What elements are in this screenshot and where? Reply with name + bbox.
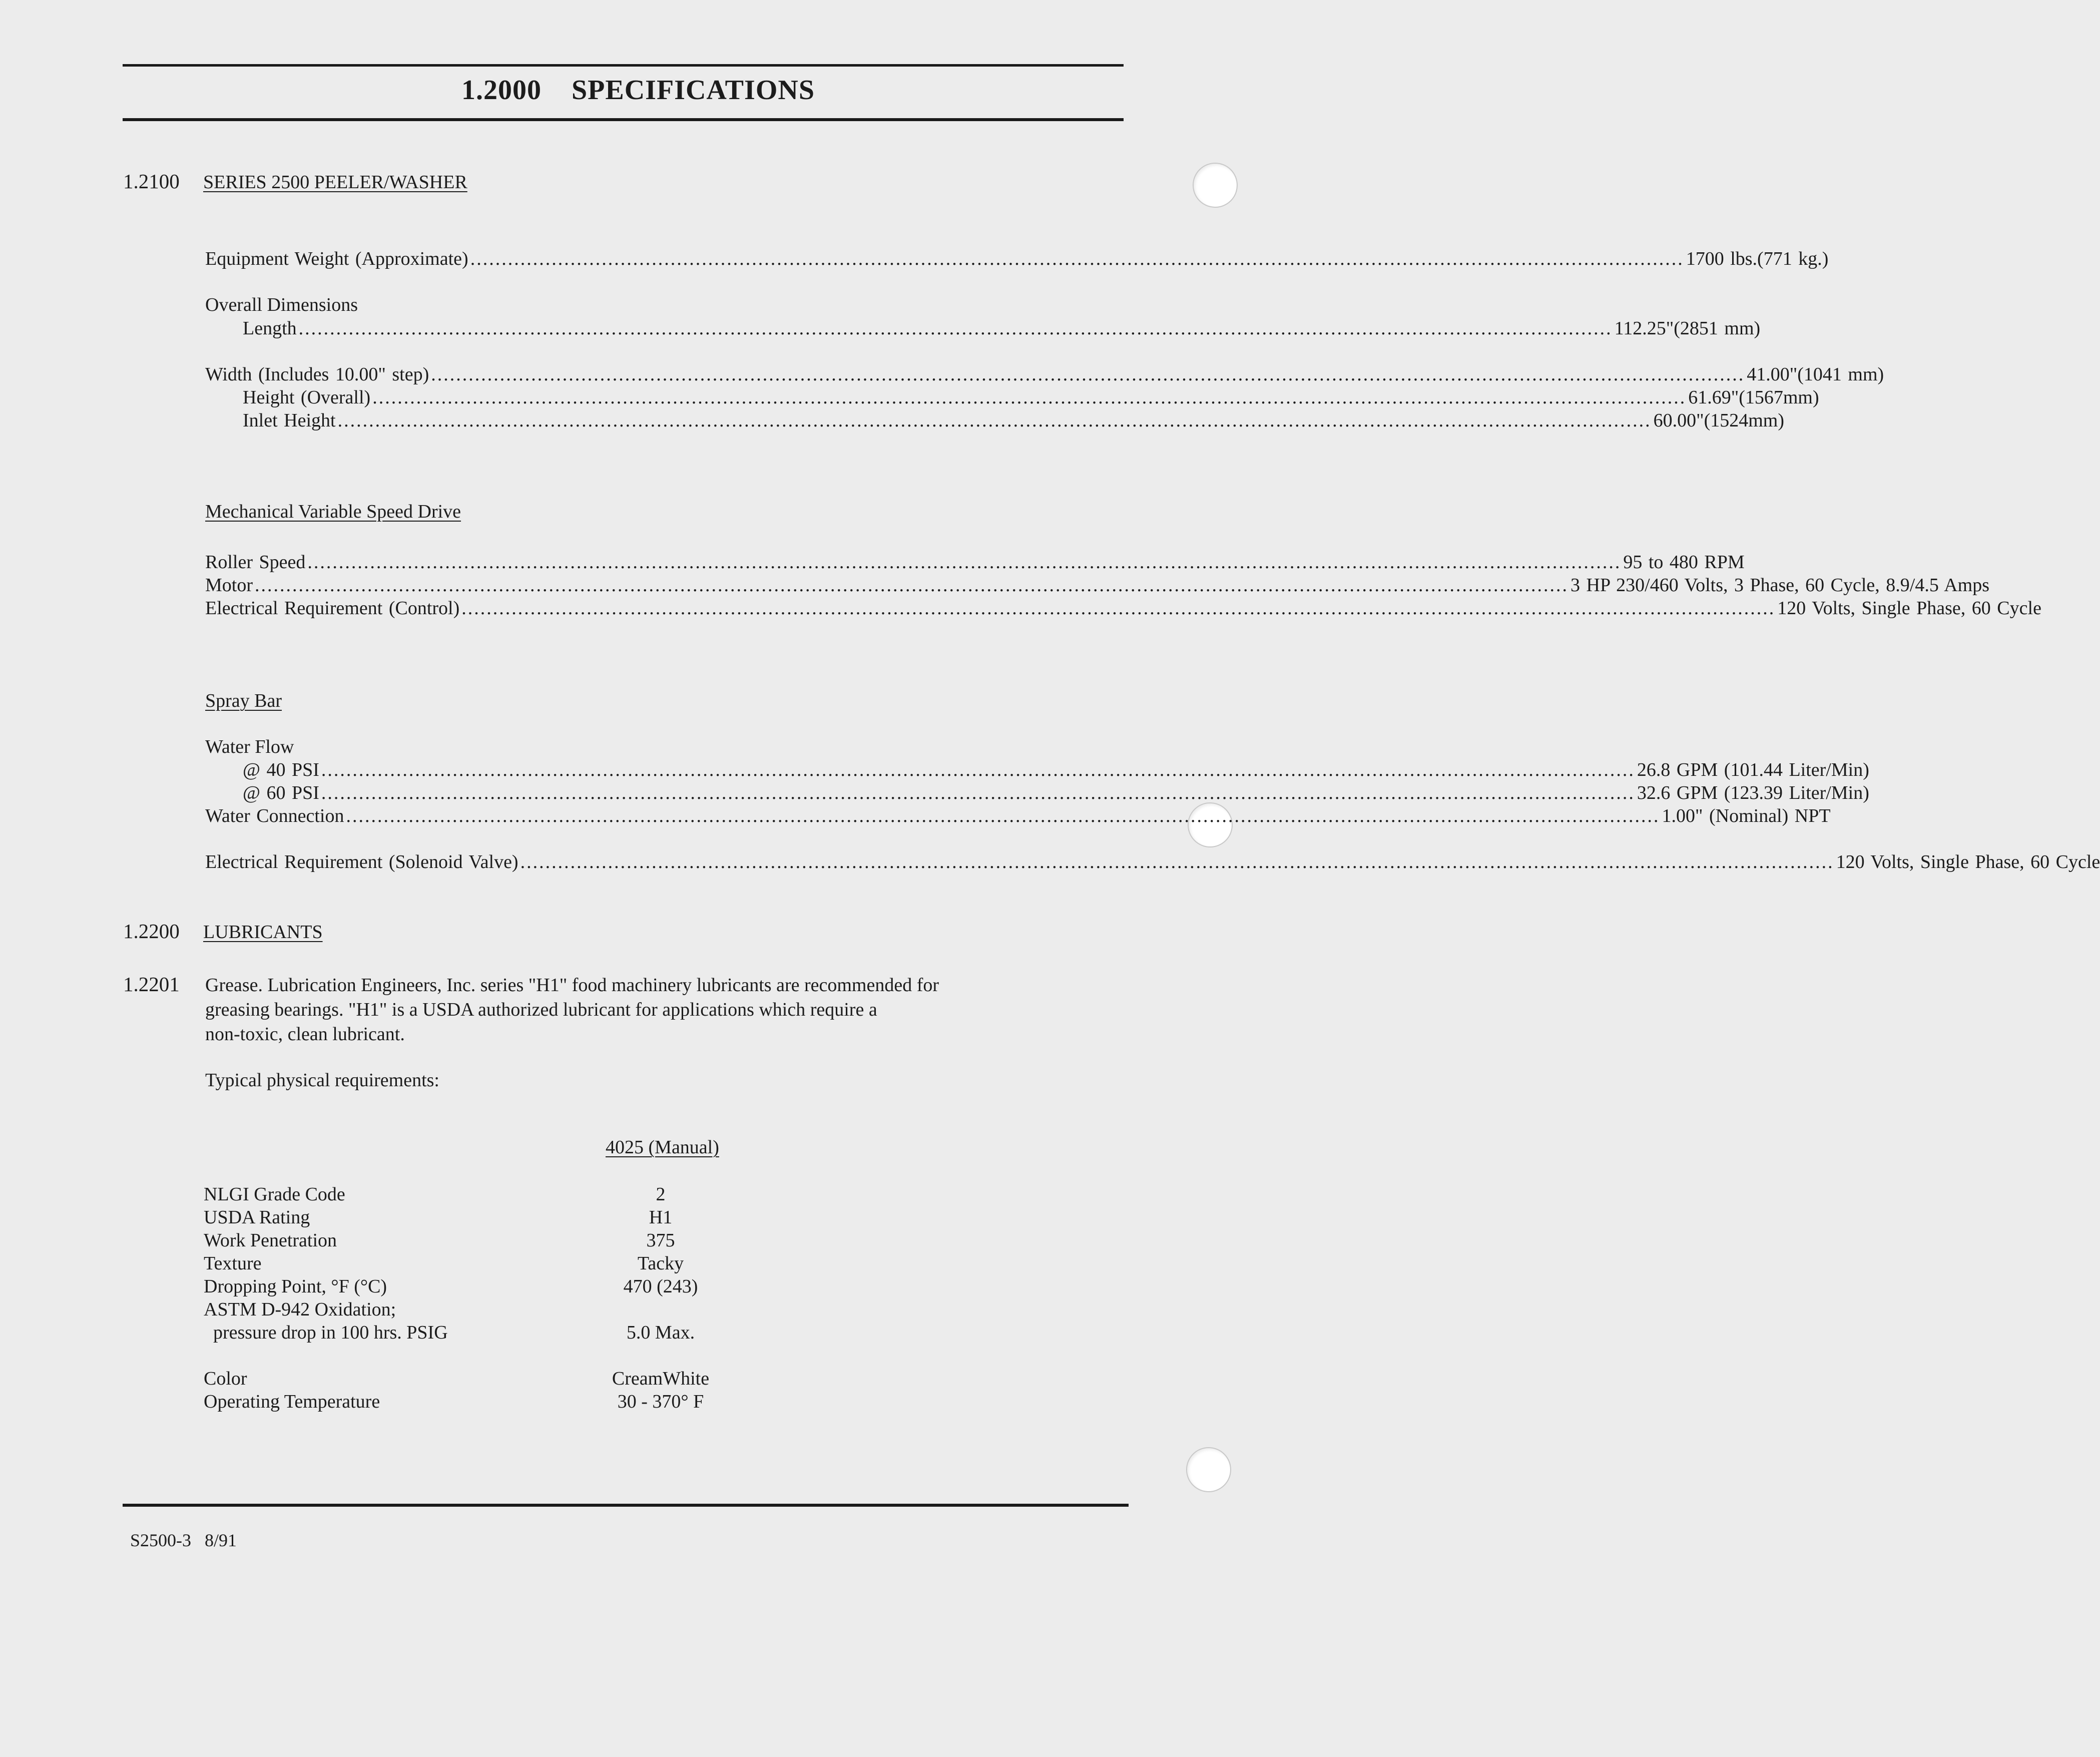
spec-row-60-psi: [243, 782, 1869, 804]
table-row-value: 30 - 370° F: [617, 1391, 704, 1412]
spec-row-electrical-control: [205, 597, 2041, 619]
spec-row-40-psi: [243, 759, 1869, 781]
spec-value: 61.69"(1567mm): [1688, 387, 1819, 408]
dot-leader: ..................................................................................................................................................................................................................: [337, 410, 1652, 431]
table-row-value: 5.0 Max.: [626, 1322, 695, 1343]
spec-row-width: [205, 363, 1884, 385]
spec-label: Water Connection: [205, 805, 344, 826]
spec-value: 120 Volts, Single Phase, 60 Cycle: [1836, 851, 2100, 872]
dot-leader: ..................................................................................................................................................................................................................: [346, 805, 1660, 826]
header-rule-top: [123, 64, 1124, 67]
table-row-label: Operating Temperature: [204, 1391, 380, 1412]
dot-leader: ..................................................................................................................................................................................................................: [461, 598, 1776, 619]
section-title: LUBRICANTS: [203, 922, 323, 943]
dot-leader: ..................................................................................................................................................................................................: [470, 248, 1684, 269]
spec-value: 112.25"(2851 mm): [1614, 318, 1761, 339]
header-rule-bottom: [123, 118, 1124, 121]
spec-label: Roller Speed: [205, 552, 306, 573]
table-row-value: 375: [646, 1230, 675, 1251]
spec-row-motor: [205, 574, 1990, 596]
footer-rule: [123, 1504, 1129, 1507]
dot-leader: ..................................................................................................................................................................................................................: [298, 318, 1613, 339]
table-row-value: 470 (243): [623, 1276, 698, 1297]
section-2100-heading: [123, 169, 467, 193]
table-row-label: Dropping Point, °F (°C): [204, 1276, 387, 1297]
spec-label: Length: [243, 318, 297, 339]
spec-value: 60.00"(1524mm): [1653, 410, 1784, 431]
spec-label: Width (Includes 10.00" step): [205, 364, 429, 385]
spec-value: 26.8 GPM (101.44 Liter/Min): [1637, 759, 1869, 780]
table-row-label: USDA Rating: [204, 1207, 310, 1228]
spec-row-water-connection: [205, 805, 1831, 827]
table-row-label: pressure drop in 100 hrs. PSIG: [204, 1322, 448, 1343]
dot-leader: ..................................................................................................................................................................................................................: [321, 782, 1635, 803]
dot-leader: ..................................................................................................................................................................................................................: [321, 759, 1635, 780]
table-row-label: Work Penetration: [204, 1230, 337, 1251]
spec-value: 120 Volts, Single Phase, 60 Cycle: [1777, 598, 2041, 619]
paragraph-line: greasing bearings. "H1" is a USDA authorized lubricant for applications which require a: [205, 999, 877, 1020]
paragraph-line: Grease. Lubrication Engineers, Inc. series "H1" food machinery lubricants are recommended for: [205, 975, 939, 996]
spec-value: 1.00" (Nominal) NPT: [1662, 805, 1831, 826]
table-row-label: Color: [204, 1368, 247, 1389]
spec-label: Electrical Requirement (Control): [205, 598, 460, 619]
spec-label: @ 40 PSI: [243, 759, 319, 780]
spec-label: Electrical Requirement (Solenoid Valve): [205, 851, 518, 872]
table-row-value: Tacky: [637, 1253, 684, 1274]
dot-leader: ..................................................................................................................................................................................................................: [520, 851, 1834, 872]
table-row-value: CreamWhite: [612, 1368, 710, 1389]
section-number: 1.2100: [123, 170, 180, 193]
dot-leader: ..................................................................................................................................................................................................................: [255, 575, 1568, 596]
section-2201-number: 1.2201: [123, 973, 180, 996]
spec-label: @ 60 PSI: [243, 782, 319, 803]
spec-value: 3 HP 230/460 Volts, 3 Phase, 60 Cycle, 8.9/4.5 Amps: [1570, 575, 1990, 596]
table-row-label: Texture: [204, 1253, 262, 1274]
spec-value: 41.00"(1041 mm): [1747, 364, 1884, 385]
punch-hole-top: [1193, 163, 1238, 208]
spec-row-inlet-height: [243, 409, 1784, 431]
spec-value: 1700 lbs.(771 kg.): [1686, 248, 1829, 269]
mech-drive-heading: Mechanical Variable Speed Drive: [205, 501, 461, 522]
paragraph-line: non-toxic, clean lubricant.: [205, 1024, 405, 1045]
section-number: 1.2200: [123, 920, 180, 943]
water-flow-label: Water Flow: [205, 736, 294, 757]
page-title: 1.2000 SPECIFICATIONS: [461, 75, 815, 106]
spec-label: Equipment Weight (Approximate): [205, 248, 468, 269]
spec-label: Height (Overall): [243, 387, 371, 408]
spec-row-equipment-weight: [205, 248, 1829, 270]
spec-row-length: [243, 317, 1761, 339]
dot-leader: ..................................................................................................................................................................................................................: [372, 387, 1687, 408]
dot-leader: ..................................................................................................................................................................................................................: [431, 364, 1745, 385]
overall-dimensions-label: Overall Dimensions: [205, 294, 358, 315]
lubricant-paragraph: [205, 973, 1016, 1047]
punch-hole-bottom: [1186, 1447, 1231, 1492]
spray-bar-heading: Spray Bar: [205, 690, 282, 711]
footer-doc-code: S2500-3 8/91: [130, 1530, 237, 1550]
spec-label: Motor: [205, 575, 253, 596]
section-2200-heading: [123, 919, 323, 943]
section-title: SERIES 2500 PEELER/WASHER: [203, 172, 467, 193]
spec-value: 32.6 GPM (123.39 Liter/Min): [1637, 782, 1869, 803]
table-row-value: 2: [656, 1184, 666, 1205]
table-row-label: NLGI Grade Code: [204, 1184, 345, 1205]
spec-value: 95 to 480 RPM: [1623, 552, 1745, 573]
table-row-value: H1: [649, 1207, 673, 1228]
spec-row-roller-speed: [205, 551, 1745, 573]
typical-requirements-label: Typical physical requirements:: [205, 1070, 439, 1091]
spec-row-height: [243, 386, 1819, 408]
spec-row-electrical-solenoid: [205, 851, 2100, 873]
table-row-label: ASTM D-942 Oxidation;: [204, 1299, 396, 1320]
dot-leader: ..................................................................................................................................................................................................................: [307, 552, 1622, 573]
column-header-4025: 4025 (Manual): [606, 1137, 719, 1158]
spec-label: Inlet Height: [243, 410, 336, 431]
